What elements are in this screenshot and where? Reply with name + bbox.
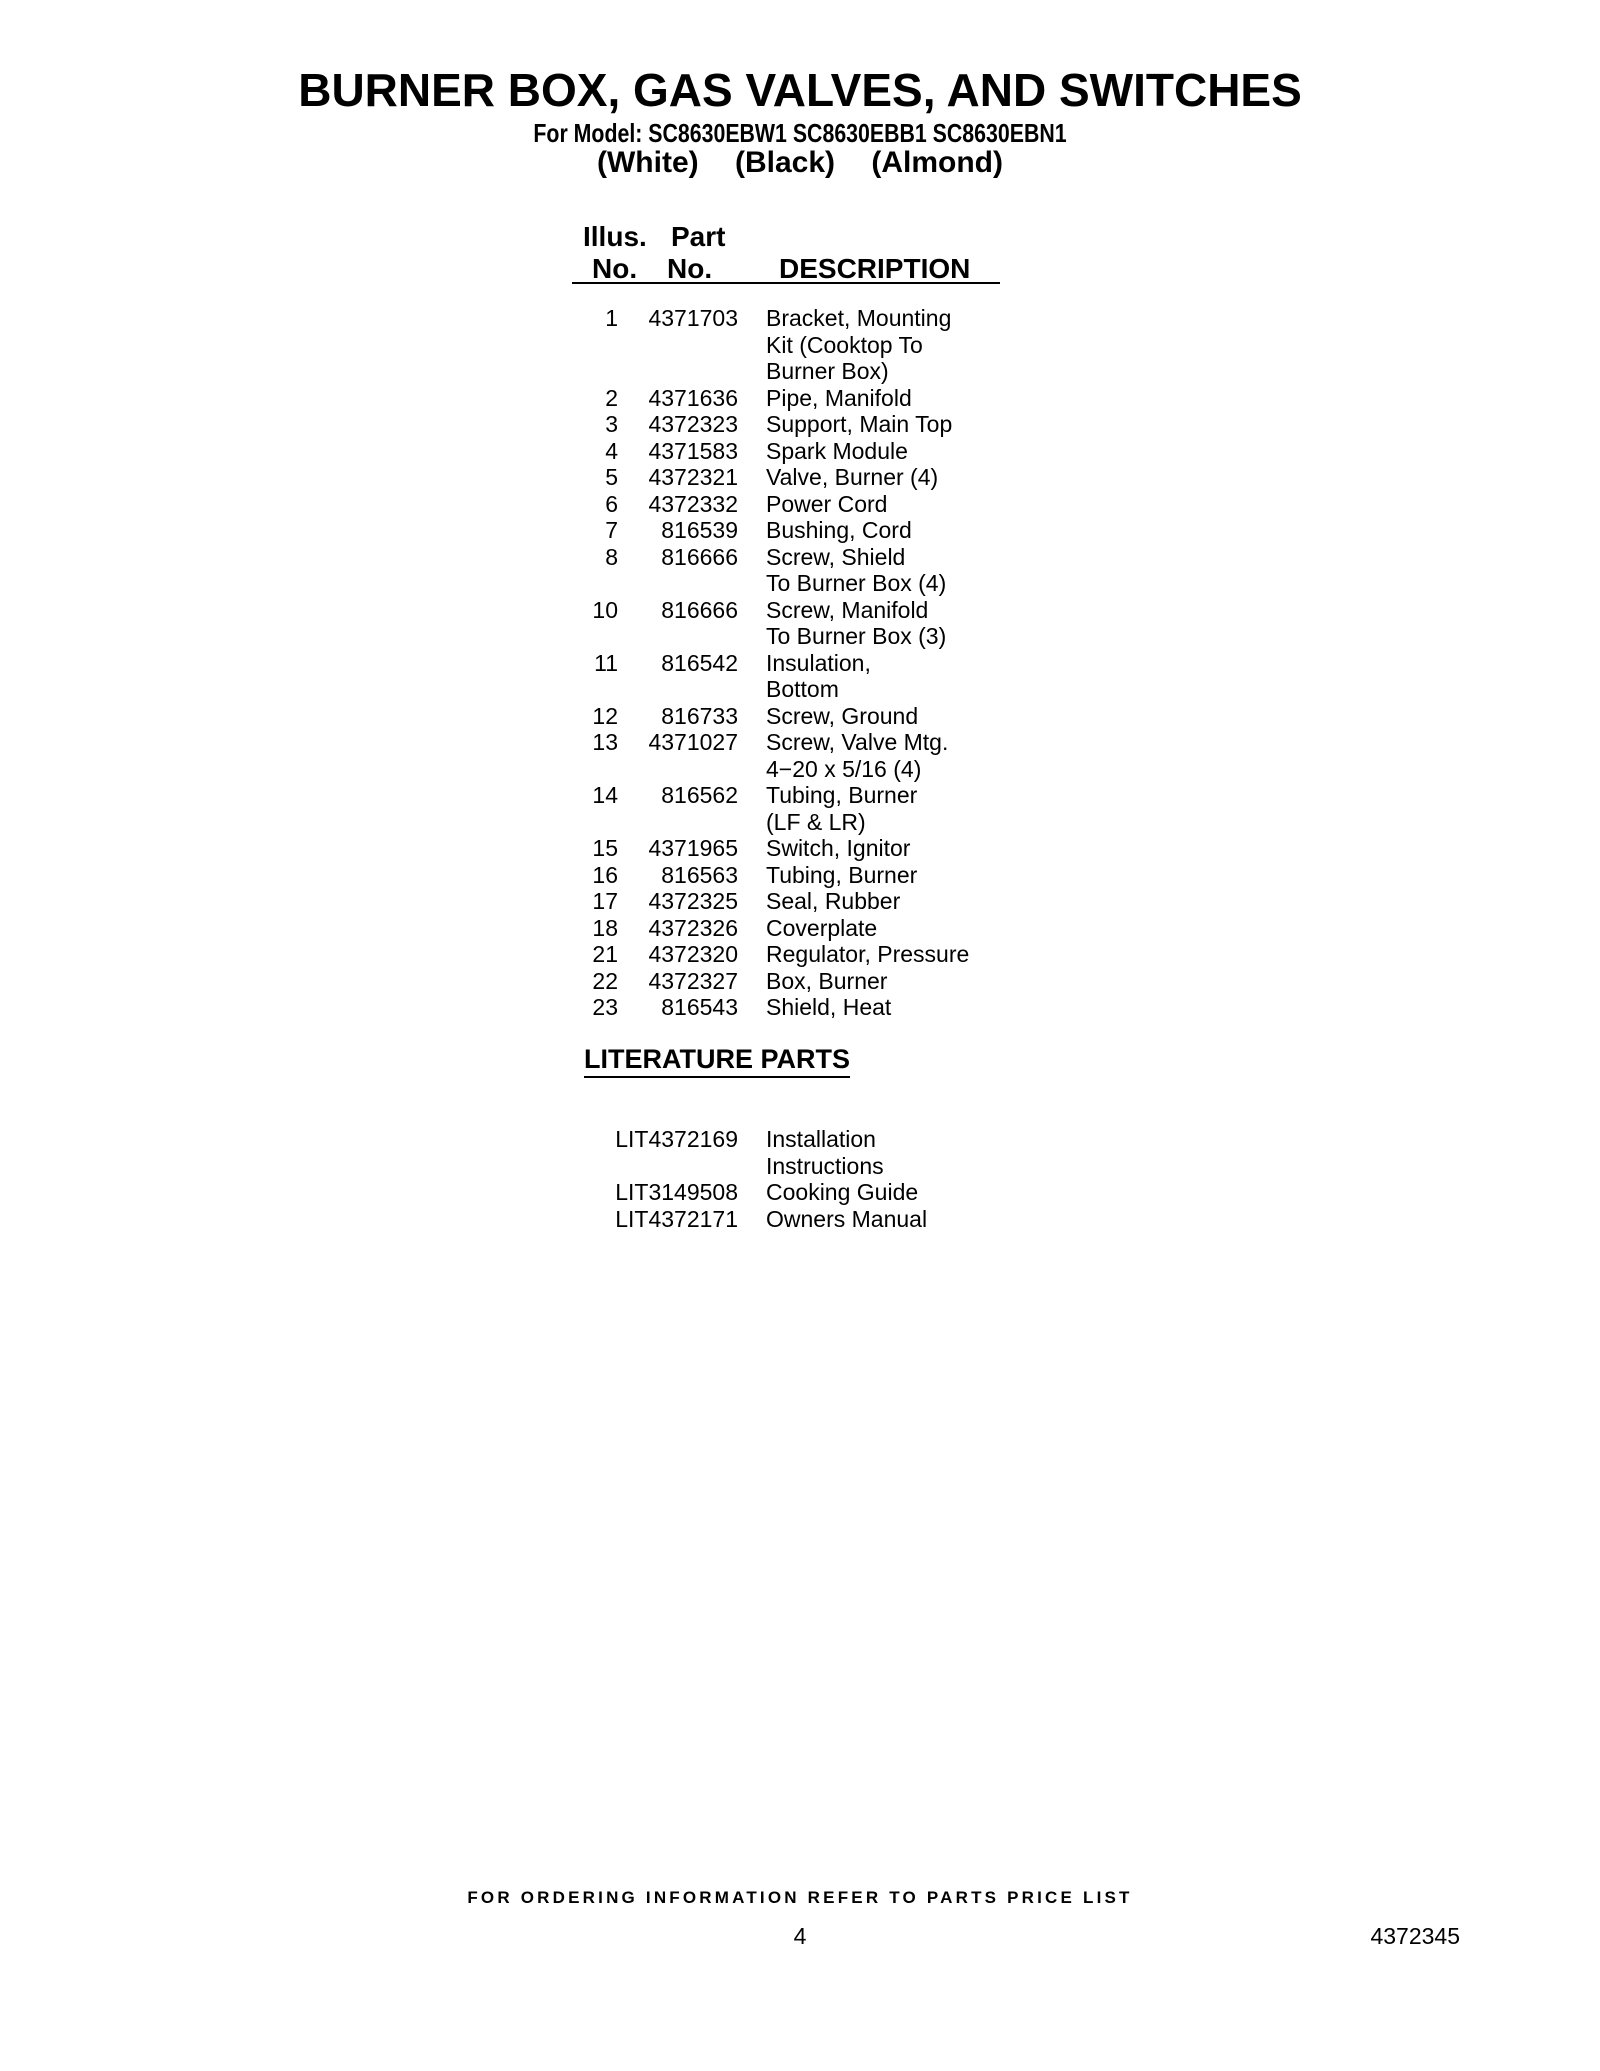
part-description: Tubing, Burner (766, 861, 918, 888)
illus-number: 18 (592, 914, 618, 941)
part-description: Coverplate (766, 914, 878, 941)
part-number: 816733 (661, 702, 738, 729)
part-number: 4372332 (648, 490, 738, 517)
page-number: 4 (793, 1923, 807, 1949)
parts-row (0, 968, 1600, 995)
parts-row (0, 782, 1600, 809)
literature-row (0, 1126, 1600, 1153)
part-number: 4371965 (648, 835, 738, 861)
color-almond: (Almond) (871, 146, 1003, 179)
part-number: 4372326 (648, 914, 738, 941)
parts-row (0, 915, 1600, 942)
literature-part-number: LIT4372171 (615, 1205, 738, 1232)
part-description: Valve, Burner (4) (766, 464, 939, 490)
part-number: 4371636 (648, 384, 738, 411)
part-description: Screw, Ground (766, 702, 919, 729)
illus-number: 21 (592, 941, 618, 967)
illus-number: 22 (592, 967, 618, 994)
part-description: Screw, Valve Mtg. (766, 729, 949, 755)
document-number: 4372345 (1370, 1923, 1460, 1949)
illus-number: 10 (592, 596, 618, 623)
header-illus-bottom: No. (592, 253, 638, 284)
parts-row (0, 597, 1600, 624)
parts-row (0, 941, 1600, 968)
parts-row (0, 464, 1600, 491)
parts-row (0, 809, 1600, 836)
header-illus-top: Illus. (583, 221, 647, 252)
parts-row (0, 385, 1600, 412)
part-description: Switch, Ignitor (766, 835, 911, 861)
part-number: 816539 (661, 517, 738, 543)
ordering-note: FOR ORDERING INFORMATION REFER TO PARTS PRICE LIST (467, 1888, 1133, 1907)
part-description: Regulator, Pressure (766, 941, 970, 967)
part-number: 816542 (661, 649, 738, 676)
part-description: Power Cord (766, 490, 888, 517)
part-number: 4372325 (648, 888, 738, 914)
parts-row (0, 544, 1600, 571)
part-description: Kit (Cooktop To (766, 331, 923, 358)
illus-number: 13 (592, 729, 618, 755)
illus-number: 6 (605, 490, 618, 517)
part-number: 4371027 (648, 729, 738, 755)
model-subtitle: For Model: SC8630EBW1 SC8630EBB1 SC8630EBN1 (533, 118, 1067, 148)
illus-number: 4 (605, 437, 618, 464)
part-number: 816562 (661, 782, 738, 808)
parts-row (0, 888, 1600, 915)
illus-number: 14 (592, 782, 618, 808)
parts-row (0, 358, 1600, 385)
parts-row (0, 650, 1600, 677)
illus-number: 15 (592, 835, 618, 861)
part-description: Bracket, Mounting (766, 305, 952, 331)
model-colors (0, 146, 1600, 180)
parts-list (0, 305, 1600, 1021)
illus-number: 23 (592, 994, 618, 1020)
parts-row (0, 756, 1600, 783)
literature-part-number: LIT4372169 (615, 1126, 738, 1152)
parts-row (0, 676, 1600, 703)
illus-number: 16 (592, 861, 618, 888)
part-number: 816563 (661, 861, 738, 888)
part-number: 4372320 (648, 941, 738, 967)
part-description: Seal, Rubber (766, 888, 901, 914)
part-number: 816543 (661, 994, 738, 1020)
parts-row (0, 835, 1600, 862)
parts-row (0, 623, 1600, 650)
part-description: Burner Box) (766, 358, 889, 384)
literature-row (0, 1206, 1600, 1233)
header-description: DESCRIPTION (779, 253, 971, 284)
parts-row (0, 517, 1600, 544)
parts-row (0, 332, 1600, 359)
part-number: 816666 (661, 543, 738, 570)
illus-number: 11 (594, 649, 618, 676)
part-description: 4−20 x 5/16 (4) (766, 755, 922, 782)
parts-row (0, 729, 1600, 756)
header-part-top: Part (671, 221, 726, 252)
page-title: BURNER BOX, GAS VALVES, AND SWITCHES (298, 64, 1302, 116)
part-description: Screw, Shield (766, 543, 906, 570)
color-black: (Black) (734, 146, 836, 179)
illus-number: 7 (605, 517, 618, 543)
part-description: Spark Module (766, 437, 908, 464)
part-description: Bushing, Cord (766, 517, 912, 543)
parts-row (0, 411, 1600, 438)
literature-description: Owners Manual (766, 1205, 928, 1232)
part-number: 4372327 (648, 967, 738, 994)
literature-description: Instructions (766, 1152, 884, 1179)
literature-row (0, 1179, 1600, 1206)
literature-title: LITERATURE PARTS (584, 1043, 850, 1078)
parts-row (0, 994, 1600, 1021)
illus-number: 5 (605, 464, 618, 490)
parts-row (0, 491, 1600, 518)
part-description: Bottom (766, 676, 839, 702)
parts-row (0, 438, 1600, 465)
literature-list (0, 1126, 1600, 1232)
part-description: Support, Main Top (766, 411, 953, 437)
part-number: 816666 (661, 596, 738, 623)
part-number: 4371703 (648, 305, 738, 331)
part-description: To Burner Box (3) (766, 623, 947, 649)
parts-row (0, 305, 1600, 332)
header-part-bottom: No. (667, 253, 713, 284)
illus-number: 8 (605, 543, 618, 570)
part-number: 4372321 (648, 464, 738, 490)
part-number: 4372323 (648, 411, 738, 437)
literature-part-number: LIT3149508 (615, 1179, 738, 1205)
literature-description: Cooking Guide (766, 1179, 919, 1205)
part-description: Pipe, Manifold (766, 384, 912, 411)
parts-row (0, 703, 1600, 730)
part-description: To Burner Box (4) (766, 570, 947, 596)
illus-number: 2 (605, 384, 618, 411)
parts-row (0, 862, 1600, 889)
header-rule (572, 282, 1000, 284)
part-description: (LF & LR) (766, 808, 866, 835)
literature-description: Installation (766, 1126, 876, 1152)
illus-number: 1 (605, 305, 618, 331)
part-description: Box, Burner (766, 967, 888, 994)
color-white: (White) (596, 146, 699, 179)
parts-row (0, 570, 1600, 597)
part-description: Shield, Heat (766, 994, 892, 1020)
part-description: Screw, Manifold (766, 596, 929, 623)
part-number: 4371583 (648, 437, 738, 464)
literature-row (0, 1153, 1600, 1180)
illus-number: 3 (605, 411, 618, 437)
part-description: Insulation, (766, 649, 871, 676)
illus-number: 17 (592, 888, 618, 914)
illus-number: 12 (592, 702, 618, 729)
part-description: Tubing, Burner (766, 782, 918, 808)
